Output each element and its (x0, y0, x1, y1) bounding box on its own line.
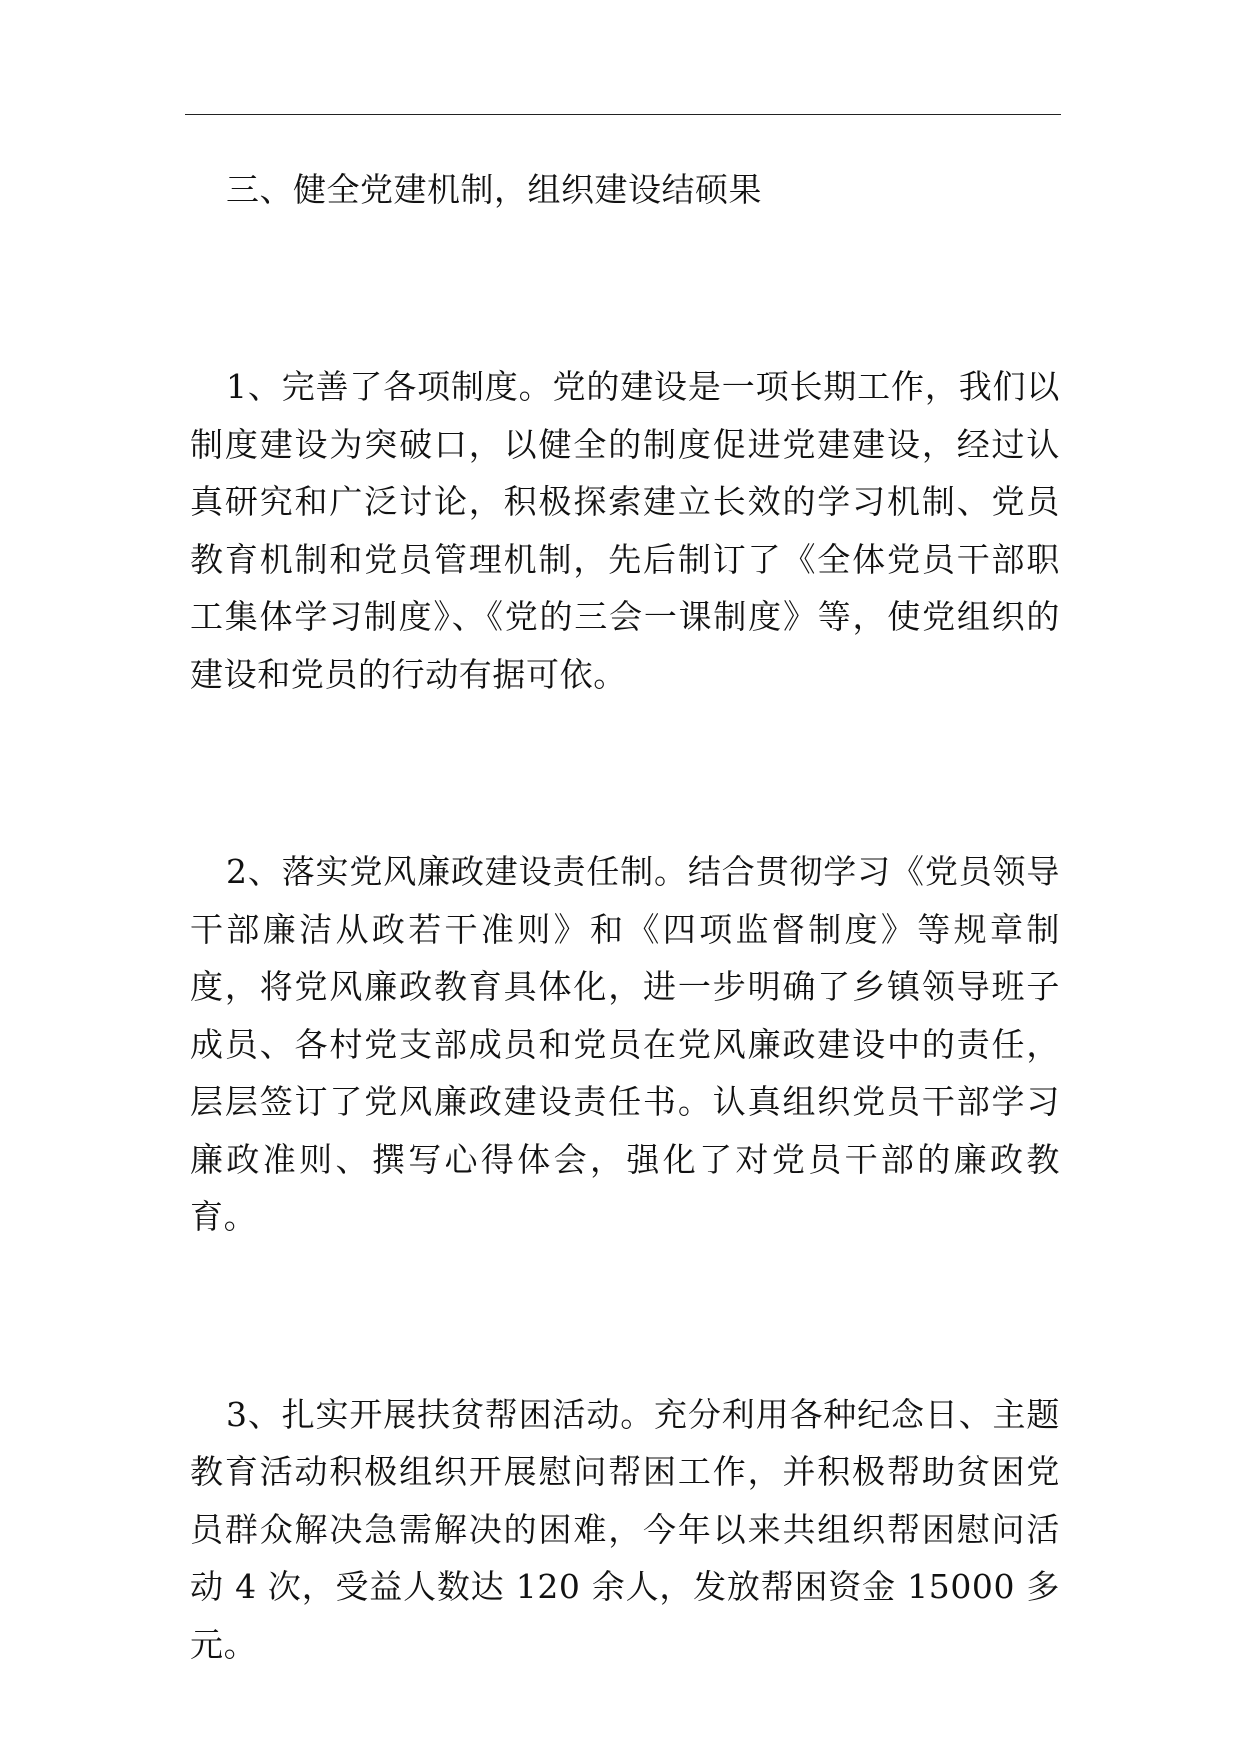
document-body (190, 150, 1060, 1673)
paragraph-1: 1、完善了各项制度。党的建设是一项长期工作，我们以制度建设为突破口，以健全的制度促进党建建设，经过认真研究和广泛讨论，积极探索建立长效的学习机制、党员教育机制和党员管理机制，先后制订了《全体党员干部职工集体学习制度》、《党的三会一课制度》等，使党组织的建设和党员的行动有据可依。 (190, 367, 1060, 694)
paragraph-3: 3、扎实开展扶贫帮困活动。充分利用各种纪念日、主题教育活动积极组织开展慰问帮困工作，并积极帮助贫困党员群众解决急需解决的困难，今年以来共组织帮困慰问活动 4 次，受益人数达 120 余人，发放帮困资金 15000 多元。 (190, 1394, 1060, 1664)
header-rule (185, 114, 1061, 115)
section-heading: 三、健全党建机制，组织建设结硕果 (226, 170, 762, 209)
paragraph-2: 2、落实党风廉政建设责任制。结合贯彻学习《党员领导干部廉洁从政若干准则》和《四项监督制度》等规章制度，将党风廉政教育具体化，进一步明确了乡镇领导班子成员、各村党支部成员和党员在党风廉政建设中的责任，层层签订了党风廉政建设责任书。认真组织党员干部学习廉政准则、撰写心得体会，强化了对党员干部的廉政教育。 (190, 852, 1060, 1236)
